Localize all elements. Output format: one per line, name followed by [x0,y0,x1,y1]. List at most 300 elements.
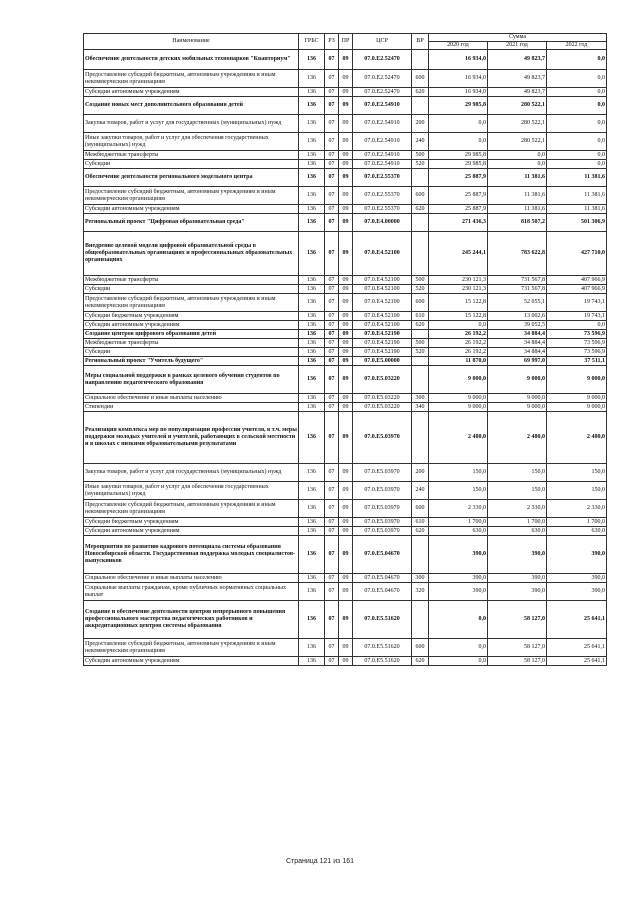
row-name: Региональный проект "Учитель будущего" [84,357,299,366]
header-2022: 2022 год [547,42,607,50]
header-name: Наименование [84,34,299,50]
row-pr: 09 [339,482,353,500]
table-row [84,312,607,321]
row-pr: 09 [339,133,353,151]
row-pr: 09 [339,115,353,133]
row-name: Предоставление субсидий бюджетным, автономным учреждениям и иным некоммерческим организациям [84,294,299,312]
row-sum-2022: 11 381,6 [547,187,607,205]
row-sum-2020: 29 985,8 [429,151,488,160]
row-csr: 07.0.E2.54910 [353,97,412,115]
budget-table [83,33,607,666]
row-grbs: 136 [299,601,325,639]
row-csr: 07.0.E5.00000 [353,357,412,366]
row-grbs: 136 [299,657,325,666]
row-grbs: 136 [299,574,325,583]
row-name: Стипендии [84,403,299,412]
table-row [84,348,607,357]
row-rz: 07 [325,583,339,601]
row-name: Межбюджетные трансферты [84,151,299,160]
table-row [84,232,607,276]
row-csr: 07.0.E4.52190 [353,348,412,357]
row-pr: 09 [339,339,353,348]
row-name: Межбюджетные трансферты [84,276,299,285]
table-row [84,639,607,657]
row-pr: 09 [339,348,353,357]
header-rz: РЗ [325,34,339,50]
row-sum-2022: 150,0 [547,464,607,482]
row-name: Субсидии бюджетным учреждениям [84,312,299,321]
row-rz: 07 [325,276,339,285]
row-rz: 07 [325,115,339,133]
row-grbs: 136 [299,330,325,339]
row-pr: 09 [339,518,353,527]
table-body [84,50,607,666]
row-csr: 07.0.E5.51620 [353,639,412,657]
row-grbs: 136 [299,276,325,285]
row-vr: 300 [412,574,429,583]
row-name: Субсидии [84,348,299,357]
row-name: Создание центров цифрового образования детей [84,330,299,339]
row-sum-2020: 29 985,8 [429,160,488,169]
table-row [84,412,607,464]
row-grbs: 136 [299,366,325,394]
table-row [84,339,607,348]
table-row [84,330,607,339]
row-grbs: 136 [299,403,325,412]
row-sum-2021: 34 884,4 [488,348,547,357]
row-pr: 09 [339,50,353,70]
row-sum-2022: 73 596,9 [547,339,607,348]
row-sum-2020: 26 192,2 [429,348,488,357]
row-csr: 07.0.E5.03970 [353,482,412,500]
row-pr: 09 [339,536,353,574]
row-rz: 07 [325,403,339,412]
row-sum-2020: 9 000,0 [429,366,488,394]
row-sum-2021: 390,0 [488,583,547,601]
row-sum-2021: 150,0 [488,482,547,500]
row-grbs: 136 [299,357,325,366]
header-grbs: ГРБС [299,34,325,50]
row-rz: 07 [325,97,339,115]
table-row [84,601,607,639]
row-vr [412,357,429,366]
row-csr: 07.0.E5.03220 [353,366,412,394]
row-rz: 07 [325,657,339,666]
row-pr: 09 [339,639,353,657]
table-row [84,574,607,583]
table-row [84,482,607,500]
row-sum-2020: 390,0 [429,574,488,583]
row-sum-2020: 29 985,8 [429,97,488,115]
row-pr: 09 [339,169,353,187]
row-sum-2022: 11 381,6 [547,169,607,187]
table-header [84,34,607,50]
row-sum-2021: 280 522,1 [488,133,547,151]
row-sum-2022: 9 000,0 [547,366,607,394]
row-vr: 600 [412,70,429,88]
row-grbs: 136 [299,160,325,169]
header-vr: ВР [412,34,429,50]
row-csr: 07.0.E2.54910 [353,115,412,133]
row-sum-2022: 0,0 [547,70,607,88]
row-grbs: 136 [299,348,325,357]
row-csr: 07.0.E5.04670 [353,536,412,574]
row-name: Субсидии [84,160,299,169]
row-vr: 620 [412,88,429,97]
row-sum-2020: 16 934,0 [429,50,488,70]
row-sum-2021: 2 330,0 [488,500,547,518]
row-rz: 07 [325,294,339,312]
row-csr: 07.0.E5.03970 [353,412,412,464]
row-rz: 07 [325,482,339,500]
table-row [84,394,607,403]
row-sum-2020: 230 121,3 [429,276,488,285]
row-sum-2022: 390,0 [547,574,607,583]
row-name: Внедрение целевой модели цифровой образовательной среды в общеобразовательных организациях и профессиональных образовательных организациях [84,232,299,276]
row-sum-2021: 34 884,4 [488,339,547,348]
row-name: Обеспечение деятельности детских мобильных технопарков "Кванториум" [84,50,299,70]
row-sum-2021: 9 000,0 [488,403,547,412]
row-grbs: 136 [299,482,325,500]
row-sum-2022: 9 000,0 [547,403,607,412]
row-sum-2020: 26 192,2 [429,339,488,348]
row-name: Субсидии бюджетным учреждениям [84,518,299,527]
table-row [84,97,607,115]
row-vr: 200 [412,464,429,482]
row-sum-2021: 1 700,0 [488,518,547,527]
row-sum-2022: 630,0 [547,527,607,536]
row-grbs: 136 [299,187,325,205]
row-grbs: 136 [299,583,325,601]
row-sum-2021: 0,0 [488,160,547,169]
row-grbs: 136 [299,205,325,214]
row-pr: 09 [339,321,353,330]
table-row [84,187,607,205]
row-sum-2020: 630,0 [429,527,488,536]
row-rz: 07 [325,500,339,518]
row-rz: 07 [325,330,339,339]
row-sum-2021: 11 381,6 [488,169,547,187]
row-vr: 500 [412,339,429,348]
row-sum-2022: 9 000,0 [547,394,607,403]
row-sum-2022: 0,0 [547,321,607,330]
row-vr [412,169,429,187]
row-grbs: 136 [299,294,325,312]
row-sum-2022: 0,0 [547,88,607,97]
row-grbs: 136 [299,321,325,330]
row-sum-2020: 0,0 [429,133,488,151]
row-name: Межбюджетные трансферты [84,339,299,348]
row-rz: 07 [325,601,339,639]
row-sum-2022: 0,0 [547,151,607,160]
row-name: Создание новых мест дополнительного образования детей [84,97,299,115]
table-row [84,657,607,666]
row-sum-2022: 25 641,1 [547,639,607,657]
row-pr: 09 [339,285,353,294]
row-sum-2022: 0,0 [547,97,607,115]
row-grbs: 136 [299,339,325,348]
row-sum-2021: 150,0 [488,464,547,482]
row-vr [412,601,429,639]
row-sum-2022: 19 743,1 [547,312,607,321]
row-sum-2022: 19 743,1 [547,294,607,312]
row-sum-2020: 0,0 [429,601,488,639]
row-vr: 600 [412,500,429,518]
row-rz: 07 [325,151,339,160]
row-rz: 07 [325,348,339,357]
table-row [84,276,607,285]
row-sum-2022: 2 480,0 [547,412,607,464]
row-rz: 07 [325,214,339,232]
row-sum-2020: 245 244,1 [429,232,488,276]
row-sum-2022: 25 641,1 [547,657,607,666]
row-pr: 09 [339,574,353,583]
row-rz: 07 [325,232,339,276]
row-name: Региональный проект "Цифровая образовательная среда" [84,214,299,232]
row-sum-2021: 13 002,6 [488,312,547,321]
row-sum-2020: 150,0 [429,464,488,482]
row-csr: 07.0.E2.54910 [353,133,412,151]
row-vr [412,50,429,70]
row-csr: 07.0.E2.55370 [353,187,412,205]
row-sum-2020: 25 887,9 [429,205,488,214]
row-pr: 09 [339,601,353,639]
table-row [84,205,607,214]
row-grbs: 136 [299,50,325,70]
row-pr: 09 [339,366,353,394]
table-row [84,366,607,394]
row-rz: 07 [325,50,339,70]
row-name: Создание и обеспечение деятельности центров непрерывного повышения профессионального мастерства педагогических работников и аккредитационных центров системы образования [84,601,299,639]
row-grbs: 136 [299,639,325,657]
row-csr: 07.0.E2.55370 [353,169,412,187]
row-grbs: 136 [299,464,325,482]
row-rz: 07 [325,527,339,536]
row-sum-2021: 39 052,5 [488,321,547,330]
row-pr: 09 [339,276,353,285]
row-sum-2021: 49 823,7 [488,88,547,97]
row-sum-2020: 9 000,0 [429,394,488,403]
row-grbs: 136 [299,312,325,321]
row-vr: 520 [412,285,429,294]
row-sum-2020: 1 700,0 [429,518,488,527]
row-csr: 07.0.E5.04670 [353,583,412,601]
row-sum-2022: 73 596,9 [547,348,607,357]
page-number: Страница 121 из 161 [285,858,355,865]
row-sum-2021: 731 567,8 [488,285,547,294]
row-name: Обеспечение деятельности регионального модельного центра [84,169,299,187]
row-pr: 09 [339,394,353,403]
row-name: Закупка товаров, работ и услуг для государственных (муниципальных) нужд [84,115,299,133]
row-sum-2020: 0,0 [429,321,488,330]
table-row [84,518,607,527]
row-sum-2020: 11 870,0 [429,357,488,366]
row-grbs: 136 [299,169,325,187]
row-grbs: 136 [299,536,325,574]
row-csr: 07.0.E5.03220 [353,403,412,412]
row-vr [412,232,429,276]
row-sum-2021: 0,0 [488,151,547,160]
row-vr [412,330,429,339]
row-grbs: 136 [299,285,325,294]
row-rz: 07 [325,536,339,574]
row-sum-2020: 390,0 [429,536,488,574]
header-pr: ПР [339,34,353,50]
row-sum-2020: 230 121,3 [429,285,488,294]
row-pr: 09 [339,232,353,276]
row-sum-2022: 407 966,9 [547,285,607,294]
row-sum-2022: 0,0 [547,50,607,70]
row-vr: 320 [412,583,429,601]
row-sum-2021: 731 567,8 [488,276,547,285]
row-csr: 07.0.E5.03220 [353,394,412,403]
row-csr: 07.0.E4.52100 [353,285,412,294]
row-rz: 07 [325,70,339,88]
row-pr: 09 [339,88,353,97]
row-rz: 07 [325,88,339,97]
row-sum-2021: 58 127,0 [488,657,547,666]
row-rz: 07 [325,187,339,205]
row-sum-2021: 69 997,0 [488,357,547,366]
row-sum-2022: 150,0 [547,482,607,500]
row-sum-2021: 49 823,7 [488,70,547,88]
row-name: Иные закупки товаров, работ и услуг для обеспечения государственных (муниципальных) нужд [84,133,299,151]
table-row [84,527,607,536]
row-rz: 07 [325,169,339,187]
row-sum-2022: 0,0 [547,115,607,133]
row-name: Предоставление субсидий бюджетным, автономным учреждениям и иным некоммерческим организациям [84,639,299,657]
table-row [84,321,607,330]
row-sum-2020: 2 480,0 [429,412,488,464]
row-csr: 07.0.E4.52100 [353,276,412,285]
row-sum-2021: 818 507,2 [488,214,547,232]
row-pr: 09 [339,464,353,482]
row-grbs: 136 [299,500,325,518]
row-csr: 07.0.E4.52100 [353,321,412,330]
row-sum-2022: 427 710,0 [547,232,607,276]
row-vr: 620 [412,321,429,330]
row-vr: 300 [412,394,429,403]
row-sum-2021: 390,0 [488,536,547,574]
row-csr: 07.0.E4.52100 [353,232,412,276]
row-pr: 09 [339,97,353,115]
row-grbs: 136 [299,527,325,536]
row-sum-2021: 34 884,4 [488,330,547,339]
row-rz: 07 [325,639,339,657]
row-sum-2021: 58 127,0 [488,639,547,657]
row-pr: 09 [339,657,353,666]
row-rz: 07 [325,205,339,214]
row-vr [412,536,429,574]
row-pr: 09 [339,151,353,160]
row-grbs: 136 [299,133,325,151]
row-csr: 07.0.E5.04670 [353,574,412,583]
row-sum-2020: 271 436,3 [429,214,488,232]
row-vr [412,412,429,464]
row-csr: 07.0.E2.52470 [353,70,412,88]
row-grbs: 136 [299,70,325,88]
row-sum-2022: 501 306,9 [547,214,607,232]
row-sum-2020: 26 192,2 [429,330,488,339]
row-csr: 07.0.E5.51620 [353,601,412,639]
row-name: Субсидии автономным учреждениям [84,321,299,330]
row-rz: 07 [325,574,339,583]
row-grbs: 136 [299,394,325,403]
row-name: Субсидии [84,285,299,294]
row-sum-2022: 0,0 [547,133,607,151]
row-vr: 610 [412,312,429,321]
row-csr: 07.0.E5.03970 [353,500,412,518]
row-name: Предоставление субсидий бюджетным, автономным учреждениям и иным некоммерческим организациям [84,70,299,88]
row-pr: 09 [339,357,353,366]
table-row [84,403,607,412]
row-pr: 09 [339,527,353,536]
row-sum-2020: 16 934,0 [429,88,488,97]
row-rz: 07 [325,321,339,330]
row-sum-2020: 25 887,9 [429,169,488,187]
table-row [84,357,607,366]
row-pr: 09 [339,294,353,312]
row-grbs: 136 [299,115,325,133]
row-vr: 520 [412,348,429,357]
row-pr: 09 [339,205,353,214]
table-row [84,88,607,97]
row-sum-2021: 11 381,6 [488,187,547,205]
table-row [84,115,607,133]
row-sum-2021: 9 000,0 [488,366,547,394]
row-sum-2020: 2 330,0 [429,500,488,518]
table-row [84,294,607,312]
row-sum-2020: 15 122,8 [429,294,488,312]
row-name: Иные закупки товаров, работ и услуг для обеспечения государственных (муниципальных) нужд [84,482,299,500]
row-vr [412,97,429,115]
row-sum-2020: 150,0 [429,482,488,500]
row-rz: 07 [325,366,339,394]
row-sum-2022: 390,0 [547,583,607,601]
row-csr: 07.0.E5.03970 [353,518,412,527]
row-vr: 200 [412,115,429,133]
row-vr: 500 [412,151,429,160]
row-sum-2021: 9 000,0 [488,394,547,403]
row-csr: 07.0.E5.03970 [353,464,412,482]
table-row [84,583,607,601]
header-sum: Сумма [429,34,607,42]
row-sum-2021: 630,0 [488,527,547,536]
row-sum-2021: 58 127,0 [488,601,547,639]
row-rz: 07 [325,464,339,482]
row-vr: 610 [412,518,429,527]
row-vr: 240 [412,133,429,151]
row-grbs: 136 [299,88,325,97]
row-rz: 07 [325,285,339,294]
row-csr: 07.0.E2.54910 [353,160,412,169]
row-name: Мероприятия по развитию кадрового потенциала системы образования Новосибирской области. Государственная поддержка молодых специалистов-выпускников [84,536,299,574]
row-sum-2022: 37 511,1 [547,357,607,366]
row-vr: 600 [412,187,429,205]
row-sum-2021: 280 522,1 [488,97,547,115]
row-sum-2022: 0,0 [547,160,607,169]
row-csr: 07.0.E2.55370 [353,205,412,214]
row-pr: 09 [339,70,353,88]
row-vr: 600 [412,294,429,312]
row-rz: 07 [325,160,339,169]
header-csr: ЦСР [353,34,412,50]
table-row [84,160,607,169]
row-name: Предоставление субсидий бюджетным, автономным учреждениям и иным некоммерческим организациям [84,187,299,205]
row-pr: 09 [339,330,353,339]
row-grbs: 136 [299,214,325,232]
table-row [84,50,607,70]
